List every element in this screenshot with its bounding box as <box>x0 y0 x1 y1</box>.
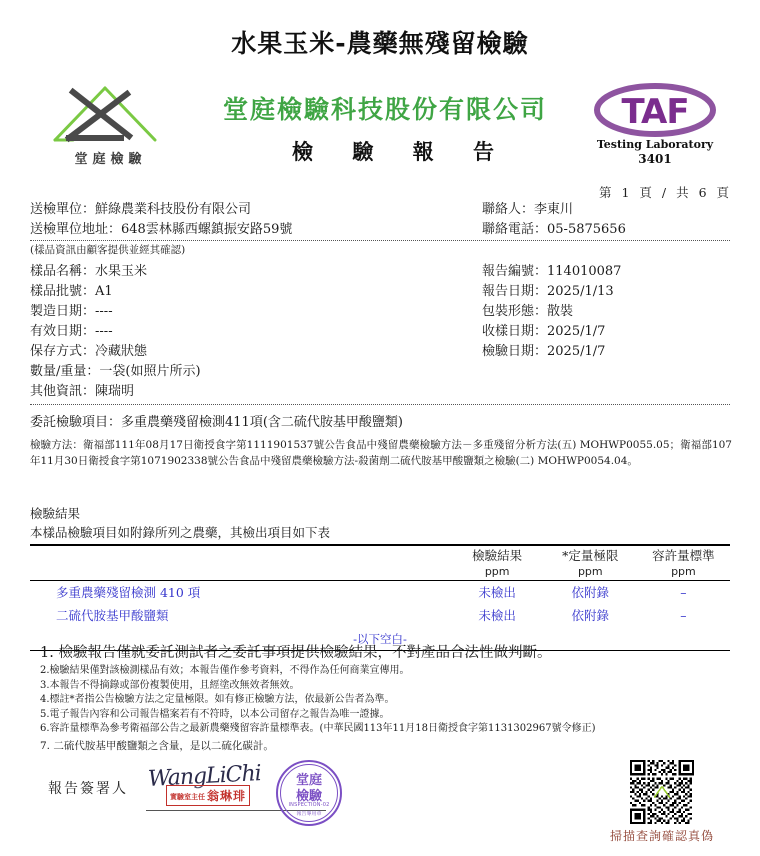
result-loq: 依附錄 <box>571 585 610 600</box>
manufacture-date-field: 製造日期：---- <box>30 304 113 319</box>
unit-limit: ppm <box>637 564 730 581</box>
quantity-weight-field: 數量/重量：一袋(如照片所示) <box>30 364 201 379</box>
results-table-body <box>30 581 730 651</box>
red-seal-tiny-text: 實驗室主任 <box>170 792 205 801</box>
result-value: 未檢出 <box>478 608 516 623</box>
seal-line-1: 堂庭 <box>295 773 322 788</box>
svg-text:TAF: TAF <box>621 92 689 132</box>
storage-condition-field: 保存方式：冷藏狀態 <box>30 344 148 359</box>
handwritten-signature: WangLiChi <box>147 761 262 792</box>
note-item: 3.本報告不得摘錄或部份複製使用，且經塗改無效者無效。 <box>40 679 300 691</box>
report-number-field: 報告編號：114010087 <box>482 264 622 279</box>
note-item: 4.標註*者指公告檢驗方法之定量極限。如有修正檢驗方法，依最新公告者為準。 <box>40 694 395 705</box>
info-row <box>30 200 730 220</box>
result-loq: 依附錄 <box>571 608 610 623</box>
result-item-name: 多重農藥殘留檢測 410 項 <box>56 585 201 600</box>
sample-name-field: 樣品名稱：水果玉米 <box>30 264 148 279</box>
report-heading: 檢 驗 報 告 <box>292 139 510 164</box>
expiry-date-field: 有效日期：---- <box>30 324 113 339</box>
page-title: 水果玉米-農藥無殘留檢驗 <box>231 29 529 58</box>
table-row <box>30 604 730 627</box>
info-row <box>30 302 730 322</box>
verification-qr-block <box>602 760 722 844</box>
info-row <box>30 220 730 240</box>
info-row <box>30 362 730 382</box>
test-method-text: 檢驗方法：衛福部111年08月17日衛授食字第1111901537號公告食品中殘留農藥檢驗方法－多重殘留分析方法(五) MOHWP0055.05；衛福部107年11月30日衛授食字第1071902338號公告食品中殘留農藥檢驗方法-殺菌劑二硫代胺基甲酸鹽類之檢驗(二) MOHWP0054.04。 <box>30 439 732 467</box>
results-subheading: 本樣品檢驗項目如附錄所列之農藥，其檢出項目如下表 <box>30 525 331 540</box>
table-unit-row <box>30 564 730 581</box>
col-header-item <box>30 545 451 564</box>
tangting-logo-icon <box>43 84 173 146</box>
received-date-field: 收樣日期：2025/1/7 <box>482 324 606 339</box>
note-item: 5.電子報告內容和公司報告檔案若有不符時，以本公司留存之報告為唯一證據。 <box>40 708 390 720</box>
submitter-address-field: 送檢單位地址：648雲林縣西螺鎮振安路59號 <box>30 222 293 237</box>
submitter-field: 送檢單位：鮮綠農業科技股份有限公司 <box>30 202 252 217</box>
sample-info-block <box>30 200 730 240</box>
test-date-field: 檢驗日期：2025/1/7 <box>482 344 606 359</box>
col-header-limit: 容許量標準 <box>637 545 730 564</box>
company-name: 堂庭檢驗科技股份有限公司 <box>222 95 547 124</box>
divider <box>30 240 730 241</box>
sample-lot-field: 樣品批號：A1 <box>30 284 113 299</box>
col-header-loq: *定量極限 <box>544 545 637 564</box>
results-heading: 檢驗結果 <box>30 506 81 521</box>
note-item: 1. 檢驗報告僅就委託測試者之委託事項提供檢驗結果，不對產品合法性做判斷。 <box>40 645 552 661</box>
notes-list <box>32 642 732 754</box>
result-limit: – <box>680 608 687 623</box>
purple-company-seal <box>276 760 342 826</box>
info-row <box>30 262 730 282</box>
table-header-row <box>30 545 730 564</box>
unit-result: ppm <box>451 564 544 581</box>
logo-caption: 堂庭檢驗 <box>74 152 147 167</box>
result-value: 未檢出 <box>478 585 516 600</box>
commissioned-items: 委託檢驗項目：多重農藥殘留檢測411項(含二硫代胺基甲酸鹽類) <box>30 415 403 430</box>
col-header-result: 檢驗結果 <box>451 545 544 564</box>
info-row <box>30 322 730 342</box>
customer-provided-disclaimer: (樣品資訊由顧客提供並經其確認) <box>30 244 186 256</box>
seal-line-3: INSPECTION-02 <box>288 802 330 808</box>
packaging-type-field: 包裝形態：散裝 <box>482 304 574 319</box>
results-table-head <box>30 545 730 581</box>
qr-caption: 掃描查詢確認真偽 <box>609 829 714 843</box>
result-item-name: 二硫代胺基甲酸鹽類 <box>56 608 169 623</box>
red-seal-name: 翁琳琲 <box>207 789 247 803</box>
sample-detail-block <box>30 262 730 402</box>
qr-code-icon[interactable] <box>630 760 694 824</box>
info-row <box>30 342 730 362</box>
taf-subtitle: Testing Laboratory <box>596 138 714 151</box>
company-logo <box>38 84 178 167</box>
note-item: 7. 二硫代胺基甲酸鹽類之含量，是以二硫化碳計。 <box>40 739 274 752</box>
red-seal-stamp <box>166 785 250 806</box>
results-table <box>30 544 730 651</box>
signature-label: 報告簽署人 <box>48 781 128 797</box>
report-header <box>0 84 760 180</box>
divider <box>30 404 730 405</box>
blank-marker: -以下空白- <box>30 627 730 651</box>
contact-person-field: 聯絡人：李東川 <box>482 202 574 217</box>
table-row <box>30 581 730 605</box>
info-row <box>30 382 730 402</box>
taf-accreditation-badge <box>580 82 730 166</box>
note-item: 2.檢驗結果僅對該檢測樣品有效；本報告僅作參考資料，不得作為任何商業宣傳用。 <box>40 665 410 676</box>
seal-line-4: 報告專用章 <box>296 811 322 817</box>
report-date-field: 報告日期：2025/1/13 <box>482 284 614 299</box>
unit-loq: ppm <box>544 564 637 581</box>
seal-line-2: 檢驗 <box>295 789 322 804</box>
signature-area <box>48 758 388 838</box>
taf-number: 3401 <box>638 151 672 166</box>
other-info-field: 其他資訊：陳瑞明 <box>30 384 135 399</box>
taf-logo-icon <box>590 82 720 138</box>
note-item: 6.容許量標準為參考衛福部公告之最新農藥殘留容許量標準表。(中華民國113年11月18日衛授食字第1131302967號令修正) <box>40 723 596 734</box>
contact-phone-field: 聯絡電話：05-5875656 <box>482 222 626 237</box>
unit-item <box>30 564 451 581</box>
page-counter: 第 1 頁 / 共 6 頁 <box>599 185 732 200</box>
info-row <box>30 282 730 302</box>
result-limit: – <box>680 585 687 600</box>
